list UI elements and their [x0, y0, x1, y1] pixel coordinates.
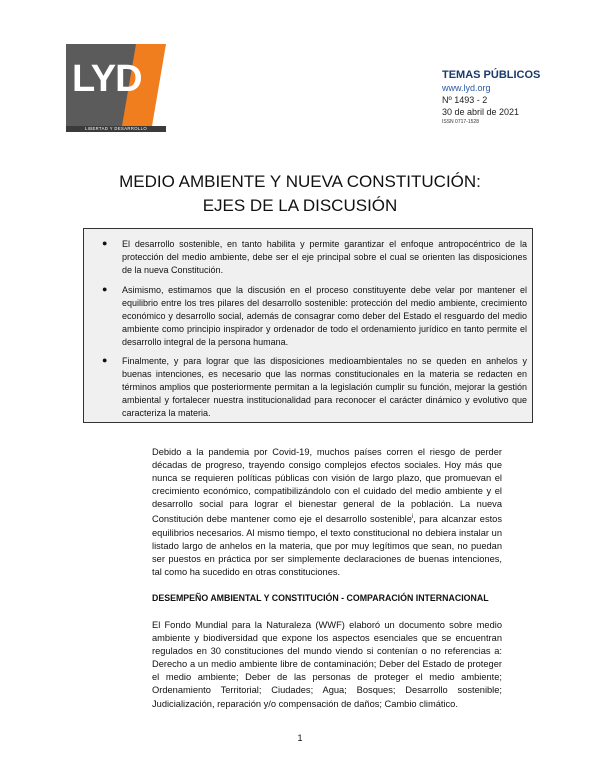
body-paragraph-1 — [152, 446, 502, 579]
body-paragraph-2: El Fondo Mundial para la Naturaleza (WWF) elaboró un documento sobre medio ambiente y biodiversidad que expone los aspectos esenciales que se encuentran regulados en 30 constituciones del mundo viendo si contenían o no referencias a: Derecho a un medio ambiente libre de contaminación; Deber del Estado de proteger el medio ambiente; Deber de las personas de proteger el medio ambiente; Ordenamiento Territorial; Ciudades; Agua; Bosques; Desarrollo sostenible; Judicialización, reparación y/o compensación de daños; Cambio climático. — [152, 620, 502, 709]
section-heading: DESEMPEÑO AMBIENTAL Y CONSTITUCIÓN - COMPARACIÓN INTERNACIONAL — [152, 593, 489, 603]
para1-part-a: Debido a la pandemia por Covid-19, muchos países corren el riesgo de perder décadas de progreso, trayendo consigo complejos efectos sociales. Hoy más que nunca se requieren políticas públicas con visión de largo plazo, que promuevan el crecimiento económico, compatibilizándolo con el cuidado del medio ambiente y el desarrollo social para lograr el bienestar general de la población. La nueva Constitución debe mantener como eje el desarrollo sostenible — [152, 447, 502, 525]
publication-date: 30 de abril de 2021 — [442, 107, 520, 117]
bullet-icon: ● — [102, 355, 108, 365]
series-title: TEMAS PÚBLICOS — [442, 69, 541, 81]
page-number: 1 — [297, 733, 303, 743]
footnote-marker[interactable]: i — [411, 514, 414, 521]
summary-box — [83, 228, 533, 423]
document-title — [40, 170, 560, 218]
website-link[interactable]: www.lyd.org — [442, 83, 491, 93]
logo-tagline: LIBERTAD Y DESARROLLO — [66, 126, 166, 132]
lyd-logo — [66, 44, 166, 132]
para1-part-b: , para alcanzar estos equilibrios necesarios. Al mismo tiempo, el texto constitucional no debiera instalar un listado largo de anhelos en la materia, que por muy legítimos que sean, no puedan ser puestos en práctica por ser simplemente declaraciones de buenas intenciones, tal como ha sucedido en otras constituciones. — [152, 514, 502, 577]
title-line-1: MEDIO AMBIENTE Y NUEVA CONSTITUCIÓN: — [119, 172, 481, 191]
issn: ISSN 0717-1528 — [442, 119, 479, 125]
bullet-icon: ● — [102, 284, 108, 294]
summary-item-text: Finalmente, y para lograr que las disposiciones medioambientales no se queden en anhelos y buenas intenciones, es necesario que las normas constitucionales en la materia se redacten en términos amplios que posteriormente permitan a la legislación cumplir su función, mejorar la gestión ambiental y fortalecer nuestra institucionalidad para reconocer el carácter dinámico y evolutivo que caracteriza la materia. — [122, 356, 527, 418]
title-line-2: EJES DE LA DISCUSIÓN — [202, 196, 398, 215]
logo-wordmark: LYD — [72, 58, 142, 100]
publication-meta — [442, 68, 592, 126]
summary-item-text: El desarrollo sostenible, en tanto habilita y permite garantizar el enfoque antropocéntrico de la protección del medio ambiente, debe ser el eje principal sobre el cual se orienten las disposiciones de la nueva Constitución. — [122, 239, 527, 275]
summary-item-text: Asimismo, estimamos que la discusión en el proceso constituyente debe velar por mantener el equilibrio entre los tres pilares del desarrollo sostenible: protección del medio ambiente, crecimiento económico y desarrollo social, además de consagrar como deber del Estado el resguardo del medio ambiente como principio inspirador y ordenador de todo el ordenamiento jurídico en tanto permite el desarrollo integral de la persona humana. — [122, 285, 527, 347]
issue-number: Nº 1493 - 2 — [442, 95, 488, 105]
bullet-icon: ● — [102, 238, 108, 248]
